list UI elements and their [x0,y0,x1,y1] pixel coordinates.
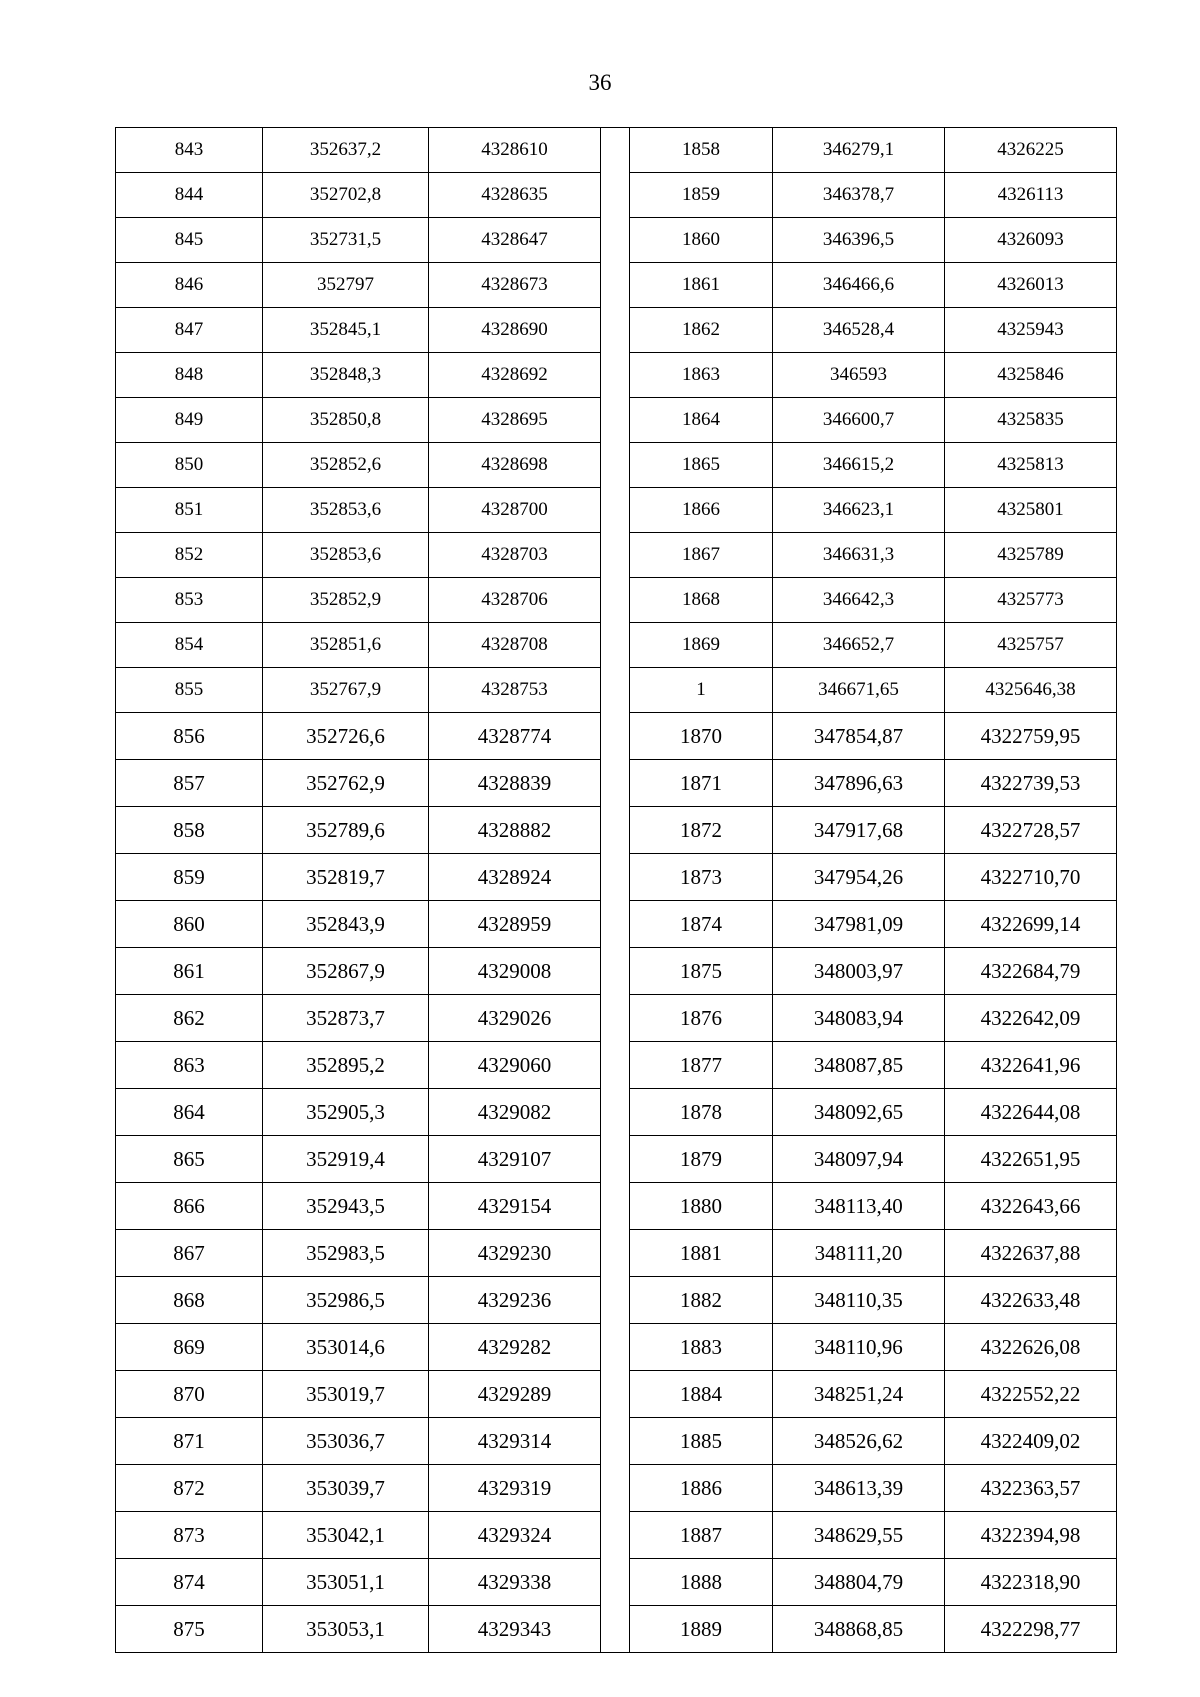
left-x-coordinate-cell: 352637,2 [263,128,429,173]
right-y-coordinate-cell: 4322699,14 [945,901,1117,948]
right-point-number-cell: 1883 [630,1324,773,1371]
table-row [116,1418,1117,1465]
left-x-coordinate-cell: 352983,5 [263,1230,429,1277]
right-point-number-cell: 1875 [630,948,773,995]
column-gap [601,807,630,854]
table-row [116,901,1117,948]
left-y-coordinate-cell: 4328692 [429,353,601,398]
right-point-number-cell: 1873 [630,854,773,901]
column-gap [601,128,630,173]
right-point-number-cell: 1862 [630,308,773,353]
right-y-coordinate-cell: 4322759,95 [945,713,1117,760]
right-y-coordinate-cell: 4325801 [945,488,1117,533]
right-x-coordinate-cell: 347917,68 [773,807,945,854]
table-row [116,995,1117,1042]
left-x-coordinate-cell: 353036,7 [263,1418,429,1465]
right-x-coordinate-cell: 346615,2 [773,443,945,488]
left-y-coordinate-cell: 4329154 [429,1183,601,1230]
left-point-number-cell: 866 [116,1183,263,1230]
left-y-coordinate-cell: 4328700 [429,488,601,533]
left-x-coordinate-cell: 352851,6 [263,623,429,668]
column-gap [601,901,630,948]
column-gap [601,1418,630,1465]
right-y-coordinate-cell: 4325846 [945,353,1117,398]
left-x-coordinate-cell: 352843,9 [263,901,429,948]
right-point-number-cell: 1889 [630,1606,773,1653]
left-y-coordinate-cell: 4329082 [429,1089,601,1136]
right-y-coordinate-cell: 4325835 [945,398,1117,443]
left-x-coordinate-cell: 352852,9 [263,578,429,623]
left-point-number-cell: 856 [116,713,263,760]
table-row [116,1465,1117,1512]
right-x-coordinate-cell: 348110,96 [773,1324,945,1371]
left-point-number-cell: 854 [116,623,263,668]
left-x-coordinate-cell: 352986,5 [263,1277,429,1324]
right-x-coordinate-cell: 346623,1 [773,488,945,533]
table-row [116,760,1117,807]
right-x-coordinate-cell: 347854,87 [773,713,945,760]
column-gap [601,1606,630,1653]
right-y-coordinate-cell: 4326225 [945,128,1117,173]
right-x-coordinate-cell: 348251,24 [773,1371,945,1418]
right-y-coordinate-cell: 4325773 [945,578,1117,623]
left-x-coordinate-cell: 352797 [263,263,429,308]
left-point-number-cell: 870 [116,1371,263,1418]
left-point-number-cell: 845 [116,218,263,263]
right-x-coordinate-cell: 348097,94 [773,1136,945,1183]
right-point-number-cell: 1872 [630,807,773,854]
left-x-coordinate-cell: 352919,4 [263,1136,429,1183]
left-y-coordinate-cell: 4328708 [429,623,601,668]
column-gap [601,1136,630,1183]
column-gap [601,533,630,578]
right-y-coordinate-cell: 4326013 [945,263,1117,308]
left-x-coordinate-cell: 352873,7 [263,995,429,1042]
table-row [116,713,1117,760]
right-point-number-cell: 1865 [630,443,773,488]
right-x-coordinate-cell: 346593 [773,353,945,398]
left-y-coordinate-cell: 4329282 [429,1324,601,1371]
right-point-number-cell: 1870 [630,713,773,760]
left-x-coordinate-cell: 353053,1 [263,1606,429,1653]
right-y-coordinate-cell: 4322633,48 [945,1277,1117,1324]
left-point-number-cell: 871 [116,1418,263,1465]
right-x-coordinate-cell: 346671,65 [773,668,945,713]
right-point-number-cell: 1864 [630,398,773,443]
right-y-coordinate-cell: 4322363,57 [945,1465,1117,1512]
right-x-coordinate-cell: 348111,20 [773,1230,945,1277]
left-y-coordinate-cell: 4329107 [429,1136,601,1183]
right-point-number-cell: 1885 [630,1418,773,1465]
left-point-number-cell: 850 [116,443,263,488]
column-gap [601,1512,630,1559]
right-x-coordinate-cell: 348629,55 [773,1512,945,1559]
left-point-number-cell: 874 [116,1559,263,1606]
right-x-coordinate-cell: 347896,63 [773,760,945,807]
left-y-coordinate-cell: 4329026 [429,995,601,1042]
column-gap [601,398,630,443]
column-gap [601,1089,630,1136]
right-point-number-cell: 1860 [630,218,773,263]
right-y-coordinate-cell: 4322641,96 [945,1042,1117,1089]
left-y-coordinate-cell: 4328698 [429,443,601,488]
right-x-coordinate-cell: 348083,94 [773,995,945,1042]
left-y-coordinate-cell: 4329319 [429,1465,601,1512]
left-y-coordinate-cell: 4328695 [429,398,601,443]
right-y-coordinate-cell: 4326093 [945,218,1117,263]
left-point-number-cell: 853 [116,578,263,623]
left-point-number-cell: 844 [116,173,263,218]
left-point-number-cell: 847 [116,308,263,353]
left-point-number-cell: 864 [116,1089,263,1136]
left-x-coordinate-cell: 352852,6 [263,443,429,488]
left-y-coordinate-cell: 4329289 [429,1371,601,1418]
left-x-coordinate-cell: 353051,1 [263,1559,429,1606]
table-row [116,1371,1117,1418]
left-x-coordinate-cell: 352702,8 [263,173,429,218]
left-y-coordinate-cell: 4328706 [429,578,601,623]
right-point-number-cell: 1879 [630,1136,773,1183]
table-row [116,1512,1117,1559]
table-row [116,353,1117,398]
left-y-coordinate-cell: 4329236 [429,1277,601,1324]
left-x-coordinate-cell: 353019,7 [263,1371,429,1418]
right-x-coordinate-cell: 347954,26 [773,854,945,901]
right-y-coordinate-cell: 4322728,57 [945,807,1117,854]
left-y-coordinate-cell: 4328959 [429,901,601,948]
left-point-number-cell: 865 [116,1136,263,1183]
table-row [116,1136,1117,1183]
table-row [116,263,1117,308]
column-gap [601,1042,630,1089]
right-y-coordinate-cell: 4322626,08 [945,1324,1117,1371]
table-row [116,488,1117,533]
right-x-coordinate-cell: 346600,7 [773,398,945,443]
right-x-coordinate-cell: 348613,39 [773,1465,945,1512]
column-gap [601,854,630,901]
left-y-coordinate-cell: 4328774 [429,713,601,760]
table-row [116,1324,1117,1371]
left-point-number-cell: 849 [116,398,263,443]
column-gap [601,443,630,488]
left-x-coordinate-cell: 352905,3 [263,1089,429,1136]
table-row [116,1559,1117,1606]
table-row [116,308,1117,353]
right-y-coordinate-cell: 4325646,38 [945,668,1117,713]
right-y-coordinate-cell: 4322643,66 [945,1183,1117,1230]
left-point-number-cell: 855 [116,668,263,713]
left-y-coordinate-cell: 4328635 [429,173,601,218]
left-x-coordinate-cell: 352819,7 [263,854,429,901]
left-y-coordinate-cell: 4328647 [429,218,601,263]
table-row [116,807,1117,854]
table-row [116,1183,1117,1230]
left-x-coordinate-cell: 352848,3 [263,353,429,398]
right-y-coordinate-cell: 4322651,95 [945,1136,1117,1183]
left-point-number-cell: 860 [116,901,263,948]
right-x-coordinate-cell: 346378,7 [773,173,945,218]
right-y-coordinate-cell: 4322739,53 [945,760,1117,807]
left-point-number-cell: 867 [116,1230,263,1277]
right-x-coordinate-cell: 346466,6 [773,263,945,308]
right-y-coordinate-cell: 4325757 [945,623,1117,668]
left-y-coordinate-cell: 4328703 [429,533,601,578]
left-x-coordinate-cell: 352867,9 [263,948,429,995]
right-point-number-cell: 1859 [630,173,773,218]
table-row [116,1230,1117,1277]
right-x-coordinate-cell: 346528,4 [773,308,945,353]
table-row [116,218,1117,263]
left-point-number-cell: 846 [116,263,263,308]
column-gap [601,948,630,995]
column-gap [601,1277,630,1324]
left-point-number-cell: 869 [116,1324,263,1371]
left-point-number-cell: 843 [116,128,263,173]
page-number: 36 [588,70,612,95]
right-point-number-cell: 1878 [630,1089,773,1136]
right-point-number-cell: 1887 [630,1512,773,1559]
table-row [116,398,1117,443]
column-gap [601,760,630,807]
table-row [116,1042,1117,1089]
right-x-coordinate-cell: 348110,35 [773,1277,945,1324]
column-gap [601,1465,630,1512]
table-row [116,1277,1117,1324]
left-y-coordinate-cell: 4329314 [429,1418,601,1465]
column-gap [601,173,630,218]
right-point-number-cell: 1 [630,668,773,713]
right-point-number-cell: 1882 [630,1277,773,1324]
right-y-coordinate-cell: 4322684,79 [945,948,1117,995]
left-x-coordinate-cell: 353039,7 [263,1465,429,1512]
table-row [116,854,1117,901]
left-point-number-cell: 852 [116,533,263,578]
right-y-coordinate-cell: 4322318,90 [945,1559,1117,1606]
left-y-coordinate-cell: 4328690 [429,308,601,353]
table-row [116,623,1117,668]
column-gap [601,308,630,353]
column-gap [601,995,630,1042]
right-x-coordinate-cell: 346642,3 [773,578,945,623]
right-x-coordinate-cell: 346279,1 [773,128,945,173]
column-gap [601,713,630,760]
column-gap [601,1324,630,1371]
right-x-coordinate-cell: 346652,7 [773,623,945,668]
right-x-coordinate-cell: 348003,97 [773,948,945,995]
table-row [116,1089,1117,1136]
right-y-coordinate-cell: 4322298,77 [945,1606,1117,1653]
right-y-coordinate-cell: 4322710,70 [945,854,1117,901]
column-gap [601,488,630,533]
table-row [116,948,1117,995]
column-gap [601,263,630,308]
right-x-coordinate-cell: 348113,40 [773,1183,945,1230]
right-y-coordinate-cell: 4325943 [945,308,1117,353]
right-x-coordinate-cell: 348526,62 [773,1418,945,1465]
right-point-number-cell: 1869 [630,623,773,668]
left-y-coordinate-cell: 4328882 [429,807,601,854]
left-x-coordinate-cell: 352726,6 [263,713,429,760]
right-y-coordinate-cell: 4322394,98 [945,1512,1117,1559]
left-x-coordinate-cell: 352850,8 [263,398,429,443]
left-y-coordinate-cell: 4329343 [429,1606,601,1653]
left-y-coordinate-cell: 4328839 [429,760,601,807]
right-y-coordinate-cell: 4322642,09 [945,995,1117,1042]
left-y-coordinate-cell: 4329060 [429,1042,601,1089]
left-x-coordinate-cell: 352853,6 [263,533,429,578]
right-point-number-cell: 1874 [630,901,773,948]
left-y-coordinate-cell: 4328753 [429,668,601,713]
left-point-number-cell: 875 [116,1606,263,1653]
right-point-number-cell: 1866 [630,488,773,533]
right-point-number-cell: 1886 [630,1465,773,1512]
left-point-number-cell: 868 [116,1277,263,1324]
right-x-coordinate-cell: 348092,65 [773,1089,945,1136]
right-point-number-cell: 1880 [630,1183,773,1230]
table-row [116,533,1117,578]
table-row [116,443,1117,488]
left-point-number-cell: 857 [116,760,263,807]
left-x-coordinate-cell: 352853,6 [263,488,429,533]
column-gap [601,623,630,668]
right-y-coordinate-cell: 4322644,08 [945,1089,1117,1136]
column-gap [601,1183,630,1230]
left-point-number-cell: 848 [116,353,263,398]
column-gap [601,1230,630,1277]
column-gap [601,1559,630,1606]
left-x-coordinate-cell: 353014,6 [263,1324,429,1371]
left-x-coordinate-cell: 352895,2 [263,1042,429,1089]
left-x-coordinate-cell: 353042,1 [263,1512,429,1559]
right-point-number-cell: 1861 [630,263,773,308]
table-row [116,173,1117,218]
right-point-number-cell: 1884 [630,1371,773,1418]
table-row [116,668,1117,713]
left-point-number-cell: 858 [116,807,263,854]
column-gap [601,218,630,263]
left-y-coordinate-cell: 4328673 [429,263,601,308]
right-point-number-cell: 1881 [630,1230,773,1277]
right-y-coordinate-cell: 4322409,02 [945,1418,1117,1465]
left-point-number-cell: 863 [116,1042,263,1089]
left-y-coordinate-cell: 4328610 [429,128,601,173]
right-point-number-cell: 1876 [630,995,773,1042]
right-point-number-cell: 1868 [630,578,773,623]
right-point-number-cell: 1888 [630,1559,773,1606]
left-y-coordinate-cell: 4328924 [429,854,601,901]
left-x-coordinate-cell: 352789,6 [263,807,429,854]
left-x-coordinate-cell: 352762,9 [263,760,429,807]
left-y-coordinate-cell: 4329008 [429,948,601,995]
right-y-coordinate-cell: 4326113 [945,173,1117,218]
left-x-coordinate-cell: 352731,5 [263,218,429,263]
right-y-coordinate-cell: 4322637,88 [945,1230,1117,1277]
column-gap [601,1371,630,1418]
left-y-coordinate-cell: 4329230 [429,1230,601,1277]
coordinates-table [115,127,1117,1653]
column-gap [601,353,630,398]
right-x-coordinate-cell: 348868,85 [773,1606,945,1653]
right-y-coordinate-cell: 4322552,22 [945,1371,1117,1418]
right-y-coordinate-cell: 4325789 [945,533,1117,578]
right-point-number-cell: 1867 [630,533,773,578]
left-y-coordinate-cell: 4329324 [429,1512,601,1559]
left-point-number-cell: 859 [116,854,263,901]
column-gap [601,578,630,623]
right-x-coordinate-cell: 347981,09 [773,901,945,948]
left-x-coordinate-cell: 352845,1 [263,308,429,353]
left-x-coordinate-cell: 352767,9 [263,668,429,713]
table-row [116,1606,1117,1653]
right-point-number-cell: 1858 [630,128,773,173]
right-x-coordinate-cell: 348087,85 [773,1042,945,1089]
left-point-number-cell: 872 [116,1465,263,1512]
column-gap [601,668,630,713]
right-x-coordinate-cell: 346631,3 [773,533,945,578]
left-x-coordinate-cell: 352943,5 [263,1183,429,1230]
right-point-number-cell: 1877 [630,1042,773,1089]
left-point-number-cell: 873 [116,1512,263,1559]
right-point-number-cell: 1863 [630,353,773,398]
right-point-number-cell: 1871 [630,760,773,807]
right-x-coordinate-cell: 348804,79 [773,1559,945,1606]
table-row [116,578,1117,623]
left-point-number-cell: 862 [116,995,263,1042]
left-point-number-cell: 861 [116,948,263,995]
left-y-coordinate-cell: 4329338 [429,1559,601,1606]
left-point-number-cell: 851 [116,488,263,533]
right-x-coordinate-cell: 346396,5 [773,218,945,263]
right-y-coordinate-cell: 4325813 [945,443,1117,488]
table-row [116,128,1117,173]
